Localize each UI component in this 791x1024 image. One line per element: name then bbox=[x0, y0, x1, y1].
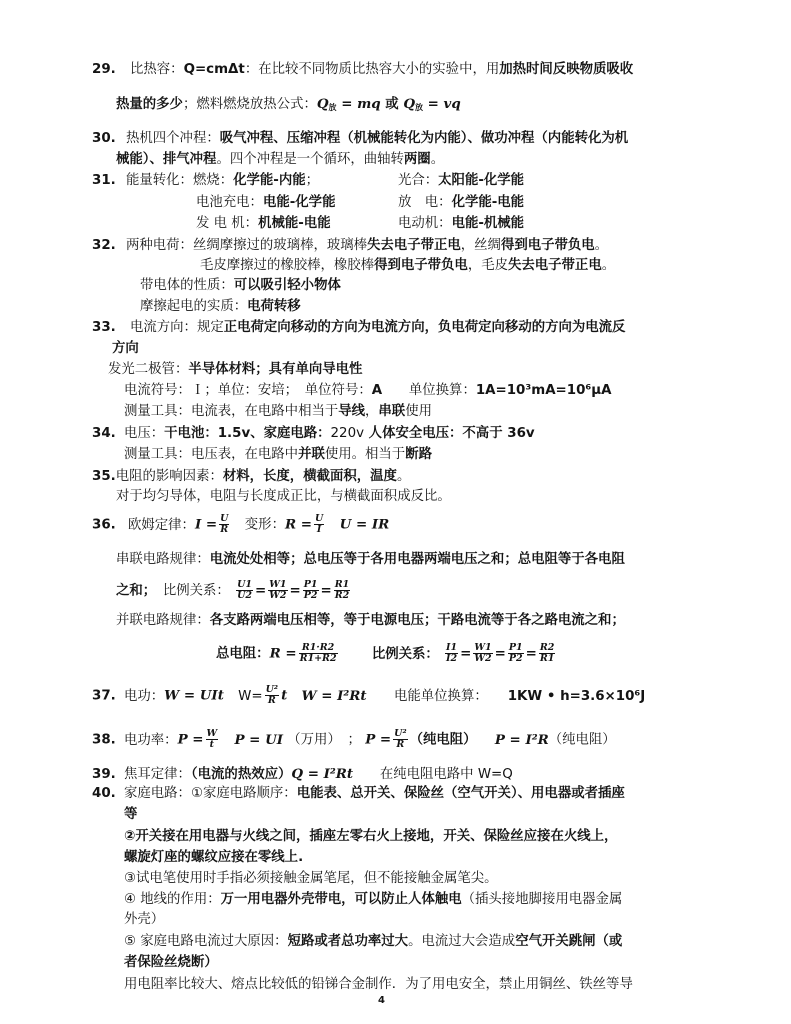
item-36-line-1: 36. 欧姆定律：I = $\frac{U}{R}$ 变形：R = $\frac{U}{I}$ U = IR bbox=[92, 513, 390, 535]
item-32-line-1: 32. 两种电荷：丝绸摩擦过的玻璃棒，玻璃棒失去电子带正电，丝绸得到电子带负电。 bbox=[92, 238, 609, 253]
fraction-i1-i2: $\frac{I1}{I2}$ bbox=[446, 642, 458, 664]
fraction-w1-w2: $\frac{W1}{W2}$ bbox=[269, 579, 287, 601]
item-40-line-2: 等 bbox=[124, 807, 138, 822]
parallel-rule-line-2: 总电阻：R = $\frac{R1\cdot R2}{R1+R2}$ 比例关系： $\frac{I1}{I2}$ = $\frac{W1}{W2}$ = $\frac{P1}{P2}$ = $\frac{R2}{R1}$ bbox=[216, 642, 555, 664]
item-32-line-3: 带电体的性质：可以吸引轻小物体 bbox=[140, 278, 341, 293]
item-32-line-2: 毛皮摩擦过的橡胶棒，橡胶棒得到电子带负电，毛皮失去电子带正电。 bbox=[200, 258, 616, 273]
item-40-line-4: 螺旋灯座的螺纹应接在零线上. bbox=[124, 850, 304, 865]
fraction-p1-p2: $\frac{P1}{P2}$ bbox=[303, 579, 318, 601]
fraction-pw1-pw2: $\frac{W1}{W2}$ bbox=[474, 642, 492, 664]
fraction-r2-r1: $\frac{R2}{R1}$ bbox=[539, 642, 555, 664]
fraction-r1-r2: $\frac{R1}{R2}$ bbox=[334, 579, 350, 601]
item-31-line-3b: 电动机：电能-机械能 bbox=[398, 216, 525, 231]
item-40-line-5: ③试电笔使用时手指必须接触金属笔尾，但不能接触金属笔尖。 bbox=[124, 871, 498, 886]
item-40-line-1: 40. 家庭电路：①家庭电路顺序：电能表、总开关、保险丝（空气开关）、用电器或者插座 bbox=[92, 786, 625, 801]
item-40-line-6: ④ 地线的作用：万一用电器外壳带电，可以防止人体触电（插头接地脚接用电器金属 bbox=[124, 892, 623, 907]
item-31-line-2b: 放 电：化学能-电能 bbox=[398, 195, 525, 210]
fraction-u1-u2: $\frac{U1}{U2}$ bbox=[237, 579, 252, 601]
item-29-line-1: 29. 比热容：Q=cmΔt：在比较不同物质比热容大小的实验中，用加热时间反映物质吸收 bbox=[92, 62, 634, 77]
item-40-line-3: ②开关接在用电器与火线之间，插座左零右火上接地，开关、保险丝应接在火线上， bbox=[124, 829, 618, 844]
item-37-line-1: 37. 电功：W = UIt W= $\frac{\text{U²}}{R}$ t W = I²Rt bbox=[92, 684, 367, 706]
fraction-w-over-t: $\frac{W}{t}$ bbox=[206, 728, 218, 750]
item-40-line-8: ⑤ 家庭电路电流过大原因：短路或者总功率过大。电流过大会造成空气开关跳闸（或 bbox=[124, 934, 623, 949]
item-39-line-1: 39. 焦耳定律：（电流的热效应）Q = I²Rt 在纯电阻电路中 W=Q bbox=[92, 766, 513, 782]
item-35-line-1: 35.电阻的影响因素：材料，长度，横截面积，温度。 bbox=[92, 469, 411, 484]
item-30-line-2: 械能）、排气冲程。四个冲程是一个循环，曲轴转两圈。 bbox=[116, 152, 445, 167]
item-40-line-10: 用电阻率比较大、熔点比较低的铅锑合金制作．为了用电安全，禁止用铜丝、铁丝等导 bbox=[124, 977, 633, 992]
item-35-line-2: 对于均匀导体，电阻与长度成正比，与横截面积成反比。 bbox=[116, 489, 451, 504]
fraction-u-over-r: $\frac{U}{R}$ bbox=[220, 513, 229, 535]
item-31-photosynthesis: 光合：太阳能-化学能 bbox=[398, 173, 525, 188]
item-34-line-1: 34. 电压：干电池：1.5v、家庭电路：220v 人体安全电压：不高于 36v bbox=[92, 426, 535, 441]
fraction-parallel-resistance: $\frac{R1\cdot R2}{R1+R2}$ bbox=[299, 642, 337, 664]
item-31-line-1: 31. 能量转化：燃烧：化学能-内能； bbox=[92, 173, 320, 188]
series-rule-line-1: 串联电路规律：电流处处相等；总电压等于各用电器两端电压之和；总电阻等于各电阻 bbox=[116, 552, 625, 567]
item-34-line-2: 测量工具：电压表，在电路中并联使用。相当于断路 bbox=[124, 447, 432, 462]
fraction-u-over-i: $\frac{U}{I}$ bbox=[314, 513, 324, 535]
item-33-line-2: 方向 bbox=[112, 341, 139, 356]
series-rule-line-2: 之和； 比例关系： $\frac{U1}{U2}$ = $\frac{W1}{W2}$ = $\frac{P1}{P2}$ = $\frac{R1}{R2}$ bbox=[116, 579, 350, 601]
item-31-line-3a: 发 电 机：机械能-电能 bbox=[196, 216, 331, 231]
item-32-line-4: 摩擦起电的实质：电荷转移 bbox=[140, 299, 301, 314]
item-29-line-2: 热量的多少；燃料燃烧放热公式：$Q_放$ = mq 或 $Q_放$ = vq bbox=[116, 96, 461, 112]
item-38-line-1: 38. 电功率：P = $\frac{W}{t}$ P = UI （万用） ； P = $\frac{\text{U²}}{R}$ （纯电阻） P = I²R（纯电阻） bbox=[92, 728, 616, 750]
fraction-pp1-pp2: $\frac{P1}{P2}$ bbox=[508, 642, 523, 664]
item-37-unit-conversion: 电能单位换算： 1KW • h=3.6×10⁶J bbox=[394, 689, 646, 704]
fraction-u2-over-r: $\frac{\text{U²}}{R}$ bbox=[265, 684, 279, 706]
item-31-line-2a: 电池充电：电能-化学能 bbox=[196, 195, 336, 210]
item-30-line-1: 30. 热机四个冲程：吸气冲程、压缩冲程（机械能转化为内能）、做功冲程（内能转化为机 bbox=[92, 131, 629, 146]
item-33-line-5: 测量工具：电流表，在电路中相当于导线，串联使用 bbox=[124, 404, 432, 419]
item-33-line-1: 33. 电流方向：规定正电荷定向移动的方向为电流方向，负电荷定向移动的方向为电流反 bbox=[92, 320, 626, 335]
item-33-line-4: 电流符号：Ｉ；单位：安培； 单位符号：A 单位换算：1A=10³mA=10⁶μA bbox=[124, 383, 612, 398]
fraction-u2-over-r-power: $\frac{\text{U²}}{R}$ bbox=[394, 728, 407, 750]
item-40-line-7: 外壳） bbox=[124, 912, 165, 927]
parallel-rule-line-1: 并联电路规律：各支路两端电压相等，等于电源电压；干路电流等于各之路电流之和； bbox=[116, 613, 625, 628]
item-40-line-9: 者保险丝烧断） bbox=[124, 955, 218, 970]
page-number: 4 bbox=[378, 995, 385, 1006]
item-33-line-3: 发光二极管：半导体材料；具有单向导电性 bbox=[108, 362, 363, 377]
